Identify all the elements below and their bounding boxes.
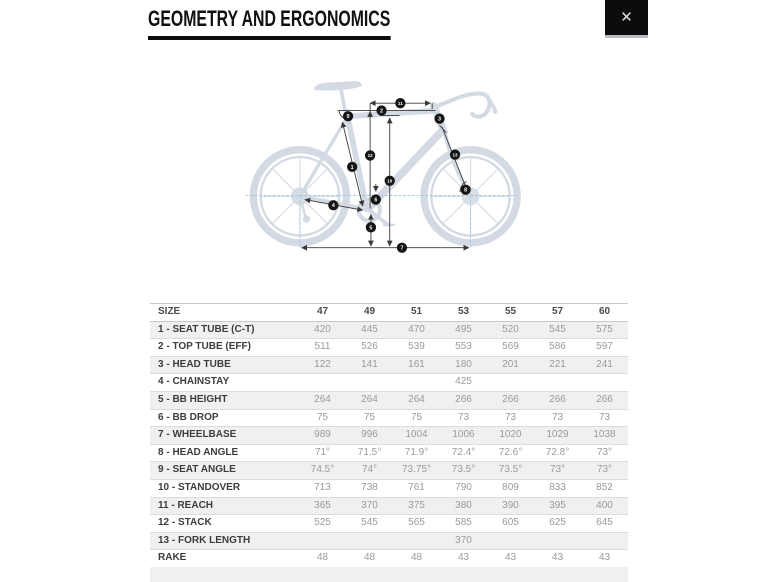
cell-value: 1029 (534, 427, 581, 445)
row-label: 9 - SEAT ANGLE (150, 462, 299, 480)
cell-value: 74.5° (299, 462, 346, 480)
size-header: 47 (299, 304, 346, 322)
cell-value: 141 (346, 356, 393, 374)
cell-value: 713 (299, 479, 346, 497)
cell-value: 71.9° (393, 444, 440, 462)
cell-value: 241 (581, 356, 628, 374)
badge-5: 5 (369, 225, 373, 232)
cell-value: 266 (581, 391, 628, 409)
cell-value: 553 (440, 339, 487, 357)
cell-value: 400 (581, 497, 628, 515)
cell-value: 790 (440, 479, 487, 497)
cell-value: 511 (299, 339, 346, 357)
cell-value: 161 (393, 356, 440, 374)
cell-value: 73° (534, 462, 581, 480)
cell-value: 605 (487, 515, 534, 533)
cell-value: 73 (487, 409, 534, 427)
row-label: 2 - TOP TUBE (EFF) (150, 339, 299, 357)
size-header: 57 (534, 304, 581, 322)
cell-value: 266 (440, 391, 487, 409)
badge-2: 2 (380, 108, 384, 115)
cell-value: 75 (346, 409, 393, 427)
cell-value: 625 (534, 515, 581, 533)
size-header: 53 (440, 304, 487, 322)
table-row (150, 550, 628, 568)
cell-value: 1020 (487, 427, 534, 445)
table-row (150, 532, 628, 550)
table-row (150, 374, 628, 392)
cell-value: 545 (534, 321, 581, 339)
cell-value: 73.5° (440, 462, 487, 480)
badge-11: 11 (397, 100, 403, 106)
table-row (150, 497, 628, 515)
cell-value: 43 (440, 550, 487, 568)
table-row (150, 391, 628, 409)
cell-value: 72.6° (487, 444, 534, 462)
cell-value: 43 (534, 550, 581, 568)
badge-1: 1 (350, 164, 354, 171)
cell-value: 1006 (440, 427, 487, 445)
row-label: 6 - BB DROP (150, 409, 299, 427)
cell-value: 74° (346, 462, 393, 480)
row-label: 13 - FORK LENGTH (150, 532, 299, 550)
row-label: RAKE (150, 550, 299, 568)
cell-value: 73.5° (487, 462, 534, 480)
cell-value: 569 (487, 339, 534, 357)
cell-value: 122 (299, 356, 346, 374)
row-label: 1 - SEAT TUBE (C-T) (150, 321, 299, 339)
row-label: 7 - WHEELBASE (150, 427, 299, 445)
cell-value: 989 (299, 427, 346, 445)
table-row (150, 515, 628, 533)
cell-value: 73° (581, 444, 628, 462)
close-button[interactable]: ✕ (605, 0, 648, 38)
badge-9: 9 (346, 114, 350, 121)
cell-value: 72.8° (534, 444, 581, 462)
cell-value: 43 (581, 550, 628, 568)
bike-silhouette-icon (253, 81, 517, 243)
row-label: 10 - STANDOVER (150, 479, 299, 497)
table-row (150, 444, 628, 462)
cell-value: 761 (393, 479, 440, 497)
cell-value: 180 (440, 356, 487, 374)
cell-value: 525 (299, 515, 346, 533)
cell-value: 645 (581, 515, 628, 533)
cell-value: 375 (393, 497, 440, 515)
cell-value: 73.75° (393, 462, 440, 480)
cell-value: 264 (393, 391, 440, 409)
cell-value: 73 (440, 409, 487, 427)
row-label: 12 - STACK (150, 515, 299, 533)
badge-4: 4 (331, 203, 335, 210)
table-header (150, 304, 628, 322)
cell-value: 526 (346, 339, 393, 357)
cell-value: 395 (534, 497, 581, 515)
cell-value: 73 (534, 409, 581, 427)
cell-value: 73 (581, 409, 628, 427)
cell-value: 71.5° (346, 444, 393, 462)
cell-value: 370 (299, 532, 628, 550)
badge-13: 13 (452, 152, 458, 158)
badge-7: 7 (400, 245, 404, 252)
badge-10: 10 (387, 178, 393, 184)
cell-value: 495 (440, 321, 487, 339)
cell-value: 425 (299, 374, 628, 392)
row-label: 4 - CHAINSTAY (150, 374, 299, 392)
cell-value: 420 (299, 321, 346, 339)
table-row (150, 409, 628, 427)
table-row (150, 356, 628, 374)
cell-value: 48 (299, 550, 346, 568)
cell-value: 539 (393, 339, 440, 357)
size-header: 55 (487, 304, 534, 322)
cell-value: 201 (487, 356, 534, 374)
row-label: 3 - HEAD TUBE (150, 356, 299, 374)
cell-value: 585 (440, 515, 487, 533)
cell-value: 264 (346, 391, 393, 409)
bike-geometry-diagram (206, 55, 562, 300)
cell-value: 470 (393, 321, 440, 339)
cell-value: 75 (393, 409, 440, 427)
badge-6: 6 (374, 197, 378, 204)
cell-value: 565 (393, 515, 440, 533)
size-header: 60 (581, 304, 628, 322)
cell-value: 75 (299, 409, 346, 427)
cell-value: 73° (581, 462, 628, 480)
cell-value: 520 (487, 321, 534, 339)
cell-value: 833 (534, 479, 581, 497)
cell-value: 575 (581, 321, 628, 339)
cell-value: 72.4° (440, 444, 487, 462)
cell-value: 48 (393, 550, 440, 568)
cell-value: 264 (299, 391, 346, 409)
cell-value: 71° (299, 444, 346, 462)
cell-value: 266 (487, 391, 534, 409)
cell-value: 597 (581, 339, 628, 357)
table-row (150, 339, 628, 357)
badge-3: 3 (438, 116, 442, 123)
cell-value: 370 (346, 497, 393, 515)
row-label: 5 - BB HEIGHT (150, 391, 299, 409)
cell-value: 852 (581, 479, 628, 497)
size-header: 49 (346, 304, 393, 322)
cell-value: 1004 (393, 427, 440, 445)
cell-value: 809 (487, 479, 534, 497)
badge-8: 8 (464, 187, 468, 194)
cell-value: 996 (346, 427, 393, 445)
cell-value: 365 (299, 497, 346, 515)
cell-value: 738 (346, 479, 393, 497)
table-row (150, 479, 628, 497)
cell-value: 380 (440, 497, 487, 515)
size-column-header: SIZE (150, 304, 299, 322)
table-row (150, 427, 628, 445)
row-label: 11 - REACH (150, 497, 299, 515)
cell-value: 445 (346, 321, 393, 339)
page-title-text: GEOMETRY AND ERGONOMICS (148, 6, 390, 40)
cell-value: 586 (534, 339, 581, 357)
cell-value: 266 (534, 391, 581, 409)
badge-12: 12 (367, 153, 373, 159)
row-label: 8 - HEAD ANGLE (150, 444, 299, 462)
cell-value: 1038 (581, 427, 628, 445)
cell-value: 390 (487, 497, 534, 515)
table-next-row-cutoff (150, 567, 628, 582)
size-header: 51 (393, 304, 440, 322)
cell-value: 43 (487, 550, 534, 568)
table-row (150, 321, 628, 339)
page-title (148, 6, 485, 40)
bike-diagram-svg (206, 55, 562, 300)
cell-value: 545 (346, 515, 393, 533)
cell-value: 48 (346, 550, 393, 568)
cell-value: 221 (534, 356, 581, 374)
geometry-table (150, 303, 628, 568)
table-row (150, 462, 628, 480)
